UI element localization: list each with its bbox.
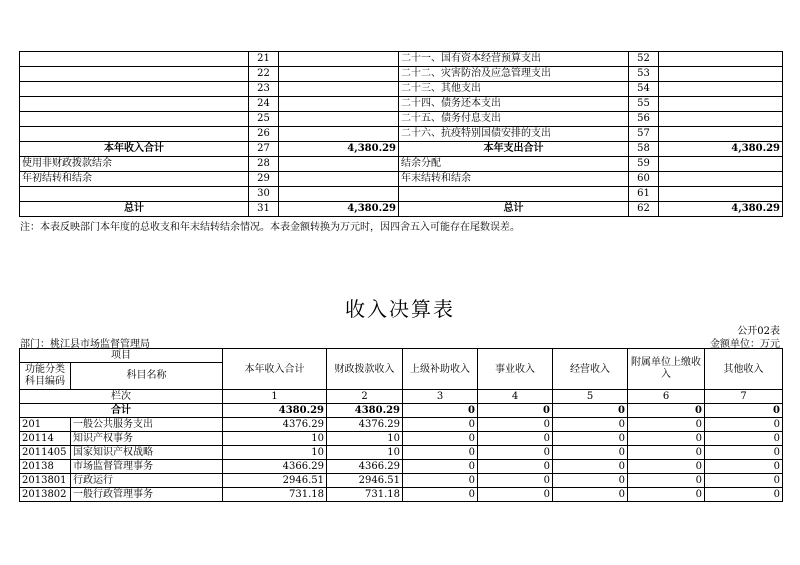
total-value-cell: 4380.29 <box>327 404 403 418</box>
col-num: 5 <box>553 390 628 404</box>
left-row-no-cell: 29 <box>249 172 279 187</box>
value-cell: 0 <box>705 460 783 474</box>
fiscal-header: 财政拨款收入 <box>327 349 403 390</box>
right-label-cell: 本年支出合计 <box>399 142 629 157</box>
right-amount-cell <box>659 127 783 142</box>
table-row <box>20 488 783 502</box>
right-label-cell: 二十二、灾害防治及应急管理支出 <box>399 67 629 82</box>
value-cell: 731.18 <box>223 488 327 502</box>
value-cell: 0 <box>628 432 705 446</box>
left-amount-cell <box>279 112 399 127</box>
left-row-no-cell: 21 <box>249 52 279 67</box>
left-label-cell <box>20 112 249 127</box>
right-label-cell: 二十三、其他支出 <box>399 82 629 97</box>
total-value-cell: 0 <box>705 404 783 418</box>
value-cell: 0 <box>403 418 478 432</box>
value-cell: 0 <box>628 460 705 474</box>
income-expense-summary-table <box>19 51 783 217</box>
item-name-cell: 知识产权事务 <box>71 432 223 446</box>
total-label-cell: 合计 <box>20 404 223 418</box>
value-cell: 4376.29 <box>327 418 403 432</box>
table-note: 注：本表反映部门本年度的总收支和年末结转结余情况。本表金额转换为万元时，因四舍五入可能存在尾数误差。 <box>20 222 520 233</box>
operating-header: 经营收入 <box>553 349 628 390</box>
item-header: 项目 <box>20 349 223 363</box>
total-value-cell: 4380.29 <box>223 404 327 418</box>
right-amount-cell <box>659 97 783 112</box>
total-value-cell: 0 <box>628 404 705 418</box>
table-row <box>20 67 783 82</box>
right-label-cell: 二十一、国有资本经营预算支出 <box>399 52 629 67</box>
table-row <box>20 418 783 432</box>
table-row <box>20 112 783 127</box>
table-code: 公开02表 <box>737 326 780 337</box>
table-row <box>20 82 783 97</box>
value-cell: 0 <box>478 474 553 488</box>
value-cell: 0 <box>628 474 705 488</box>
table-row <box>20 202 783 217</box>
func-code-header: 功能分类科目编码 <box>20 363 71 390</box>
total-row <box>20 404 783 418</box>
right-row-no-cell: 60 <box>629 172 659 187</box>
value-cell: 10 <box>327 446 403 460</box>
right-row-no-cell: 59 <box>629 157 659 172</box>
value-cell: 4376.29 <box>223 418 327 432</box>
left-row-no-cell: 22 <box>249 67 279 82</box>
table-row <box>20 97 783 112</box>
value-cell: 0 <box>705 488 783 502</box>
right-row-no-cell: 62 <box>629 202 659 217</box>
value-cell: 0 <box>628 488 705 502</box>
table-row <box>20 187 783 202</box>
col-num: 1 <box>223 390 327 404</box>
value-cell: 2946.51 <box>327 474 403 488</box>
table-row <box>20 157 783 172</box>
table-row <box>20 446 783 460</box>
left-amount-cell <box>279 127 399 142</box>
value-cell: 0 <box>628 418 705 432</box>
value-cell: 0 <box>553 432 628 446</box>
left-label-cell <box>20 82 249 97</box>
value-cell: 0 <box>553 460 628 474</box>
income-table-title: 收入决算表 <box>345 297 455 321</box>
item-name-cell: 市场监督管理事务 <box>71 460 223 474</box>
item-name-cell: 行政运行 <box>71 474 223 488</box>
right-label-cell: 二十六、抗疫特别国债安排的支出 <box>399 127 629 142</box>
col-num: 4 <box>478 390 553 404</box>
item-name-header: 科目名称 <box>71 363 223 390</box>
func-code-cell: 201 <box>20 418 71 432</box>
item-name-cell: 一般公共服务支出 <box>71 418 223 432</box>
right-label-cell: 结余分配 <box>399 157 629 172</box>
total-value-cell: 0 <box>478 404 553 418</box>
unit-label: 金额单位：万元 <box>710 339 780 350</box>
value-cell: 10 <box>327 432 403 446</box>
right-row-no-cell: 53 <box>629 67 659 82</box>
func-code-cell: 2011405 <box>20 446 71 460</box>
left-label-cell: 本年收入合计 <box>20 142 249 157</box>
left-label-cell <box>20 187 249 202</box>
left-amount-cell <box>279 67 399 82</box>
right-amount-cell <box>659 82 783 97</box>
right-row-no-cell: 55 <box>629 97 659 112</box>
value-cell: 0 <box>478 418 553 432</box>
table-row <box>20 172 783 187</box>
left-row-no-cell: 23 <box>249 82 279 97</box>
value-cell: 0 <box>403 446 478 460</box>
left-row-no-cell: 24 <box>249 97 279 112</box>
table-row <box>20 127 783 142</box>
value-cell: 0 <box>478 446 553 460</box>
value-cell: 0 <box>553 488 628 502</box>
value-cell: 2946.51 <box>223 474 327 488</box>
value-cell: 0 <box>705 432 783 446</box>
left-amount-cell <box>279 82 399 97</box>
left-row-no-cell: 27 <box>249 142 279 157</box>
right-row-no-cell: 52 <box>629 52 659 67</box>
func-code-cell: 2013802 <box>20 488 71 502</box>
left-row-no-cell: 25 <box>249 112 279 127</box>
value-cell: 0 <box>403 460 478 474</box>
table-row <box>20 142 783 157</box>
right-row-no-cell: 54 <box>629 82 659 97</box>
col-num: 6 <box>628 390 705 404</box>
other-header: 其他收入 <box>705 349 783 390</box>
right-amount-cell: 4,380.29 <box>659 202 783 217</box>
left-row-no-cell: 26 <box>249 127 279 142</box>
table-row <box>20 460 783 474</box>
total-value-cell: 0 <box>403 404 478 418</box>
right-amount-cell <box>659 67 783 82</box>
left-amount-cell <box>279 187 399 202</box>
value-cell: 731.18 <box>327 488 403 502</box>
left-label-cell: 年初结转和结余 <box>20 172 249 187</box>
value-cell: 0 <box>628 446 705 460</box>
right-row-no-cell: 57 <box>629 127 659 142</box>
left-label-cell <box>20 67 249 82</box>
value-cell: 0 <box>478 432 553 446</box>
value-cell: 0 <box>553 474 628 488</box>
value-cell: 0 <box>403 488 478 502</box>
value-cell: 0 <box>478 460 553 474</box>
right-amount-cell <box>659 112 783 127</box>
left-amount-cell: 4,380.29 <box>279 202 399 217</box>
value-cell: 10 <box>223 446 327 460</box>
superior-header: 上级补助收入 <box>403 349 478 390</box>
right-label-cell: 年末结转和结余 <box>399 172 629 187</box>
value-cell: 4366.29 <box>327 460 403 474</box>
right-label-cell <box>399 187 629 202</box>
value-cell: 0 <box>705 418 783 432</box>
table-row <box>20 52 783 67</box>
department-label: 部门：桃江县市场监督管理局 <box>20 339 150 350</box>
col-num: 7 <box>705 390 783 404</box>
right-amount-cell <box>659 187 783 202</box>
left-row-no-cell: 28 <box>249 157 279 172</box>
right-amount-cell <box>659 157 783 172</box>
col-num: 2 <box>327 390 403 404</box>
column-number-row <box>20 390 783 404</box>
right-amount-cell <box>659 52 783 67</box>
col-label: 栏次 <box>20 390 223 404</box>
value-cell: 10 <box>223 432 327 446</box>
income-table <box>19 348 783 502</box>
business-header: 事业收入 <box>478 349 553 390</box>
left-row-no-cell: 30 <box>249 187 279 202</box>
col-num: 3 <box>403 390 478 404</box>
value-cell: 0 <box>403 432 478 446</box>
left-amount-cell <box>279 157 399 172</box>
value-cell: 0 <box>705 446 783 460</box>
right-amount-cell: 4,380.29 <box>659 142 783 157</box>
right-row-no-cell: 58 <box>629 142 659 157</box>
right-label-cell: 二十五、债务付息支出 <box>399 112 629 127</box>
value-cell: 4366.29 <box>223 460 327 474</box>
item-name-cell: 国家知识产权战略 <box>71 446 223 460</box>
func-code-cell: 20138 <box>20 460 71 474</box>
item-name-cell: 一般行政管理事务 <box>71 488 223 502</box>
affiliated-header: 附属单位上缴收入 <box>628 349 705 390</box>
right-row-no-cell: 61 <box>629 187 659 202</box>
right-amount-cell <box>659 172 783 187</box>
func-code-cell: 2013801 <box>20 474 71 488</box>
left-label-cell: 总计 <box>20 202 249 217</box>
total-value-cell: 0 <box>553 404 628 418</box>
left-label-cell <box>20 127 249 142</box>
table-row <box>20 474 783 488</box>
value-cell: 0 <box>403 474 478 488</box>
right-row-no-cell: 56 <box>629 112 659 127</box>
left-label-cell <box>20 52 249 67</box>
left-amount-cell <box>279 97 399 112</box>
total-income-header: 本年收入合计 <box>223 349 327 390</box>
value-cell: 0 <box>553 418 628 432</box>
value-cell: 0 <box>553 446 628 460</box>
left-amount-cell <box>279 172 399 187</box>
value-cell: 0 <box>478 488 553 502</box>
func-code-cell: 20114 <box>20 432 71 446</box>
right-label-cell: 总计 <box>399 202 629 217</box>
table-row <box>20 432 783 446</box>
left-amount-cell: 4,380.29 <box>279 142 399 157</box>
left-label-cell: 使用非财政拨款结余 <box>20 157 249 172</box>
right-label-cell: 二十四、债务还本支出 <box>399 97 629 112</box>
value-cell: 0 <box>705 474 783 488</box>
left-amount-cell <box>279 52 399 67</box>
header-row-1 <box>20 349 783 363</box>
left-label-cell <box>20 97 249 112</box>
left-row-no-cell: 31 <box>249 202 279 217</box>
